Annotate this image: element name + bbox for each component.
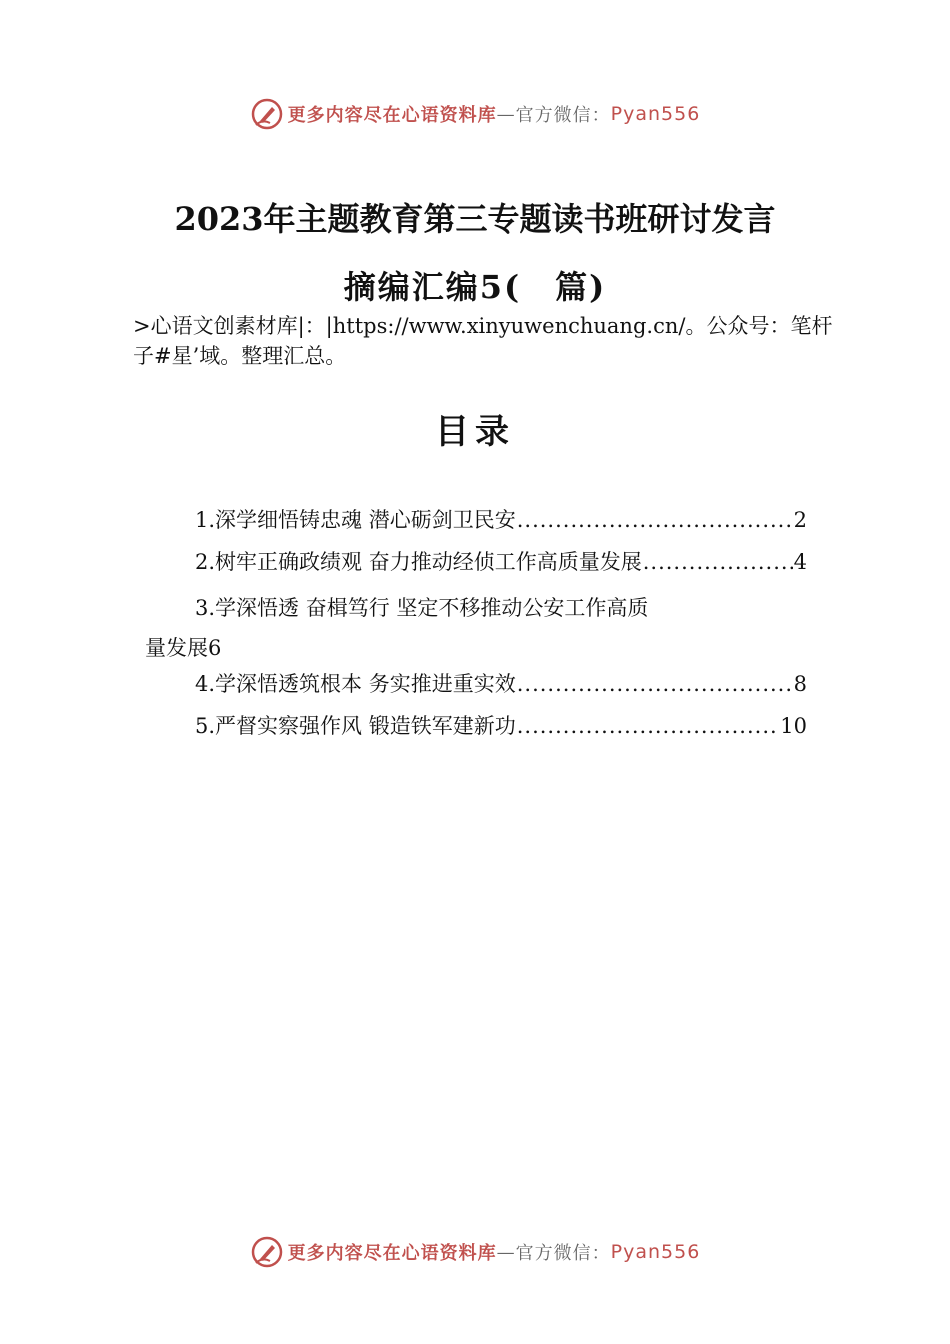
toc-item-title: 2.树牢正确政绩观 奋力推动经侦工作高质量发展 xyxy=(195,550,642,574)
toc-item-title-line1: 3.学深悟透 奋楫笃行 坚定不移推动公安工作高质 xyxy=(195,596,649,620)
banner-wechat-id: Pyan556 xyxy=(610,103,701,125)
toc-item[interactable] xyxy=(145,546,807,588)
banner-site-text: 更多内容尽在心语资料库 xyxy=(287,1243,497,1264)
pen-logo-icon xyxy=(250,1235,284,1269)
document-title-line1: 2023年主题教育第三专题读书班研讨发言 xyxy=(174,200,776,238)
banner-wechat-label: 官方微信： xyxy=(515,1243,611,1264)
banner-dash: — xyxy=(496,103,516,125)
toc-heading: 目录 xyxy=(435,412,515,452)
toc-item-title: 5.严督实察强作风 锻造铁军建新功 xyxy=(195,714,516,738)
toc-item-title: 1.深学细悟铸忠魂 潜心砺剑卫民安 xyxy=(195,508,516,532)
toc-item[interactable] xyxy=(145,710,807,752)
banner-wechat-id: Pyan556 xyxy=(610,1241,701,1263)
toc-leader-dots xyxy=(517,714,780,738)
banner-wechat-label: 官方微信： xyxy=(515,105,611,126)
toc-item-page: 2 xyxy=(793,508,807,532)
source-note: >心语文创素材库|：|https://www.xinyuwenchuang.cn/。公众号：笔杆子#星’域。整理汇总。 xyxy=(133,314,833,368)
banner-site-text: 更多内容尽在心语资料库 xyxy=(287,105,497,126)
banner-dash: — xyxy=(496,1241,516,1263)
toc-item-title-line2: 量发展6 xyxy=(145,636,222,660)
document-title-line2: 摘编汇编5( 篇) xyxy=(343,268,607,306)
toc-item-page: 8 xyxy=(793,672,807,696)
pen-logo-icon xyxy=(250,97,284,131)
toc-item-page: 10 xyxy=(780,714,807,738)
toc-item[interactable] xyxy=(145,588,807,668)
toc-leader-dots xyxy=(517,508,793,532)
toc-leader-dots xyxy=(517,672,793,696)
toc-item[interactable] xyxy=(145,668,807,710)
footer-banner xyxy=(0,1232,950,1272)
header-banner xyxy=(0,94,950,134)
toc-leader-dots xyxy=(643,550,793,574)
toc-item-title: 4.学深悟透筑根本 务实推进重实效 xyxy=(195,672,516,696)
toc-item-page: 4 xyxy=(793,550,807,574)
table-of-contents xyxy=(145,504,807,752)
toc-item[interactable] xyxy=(145,504,807,546)
